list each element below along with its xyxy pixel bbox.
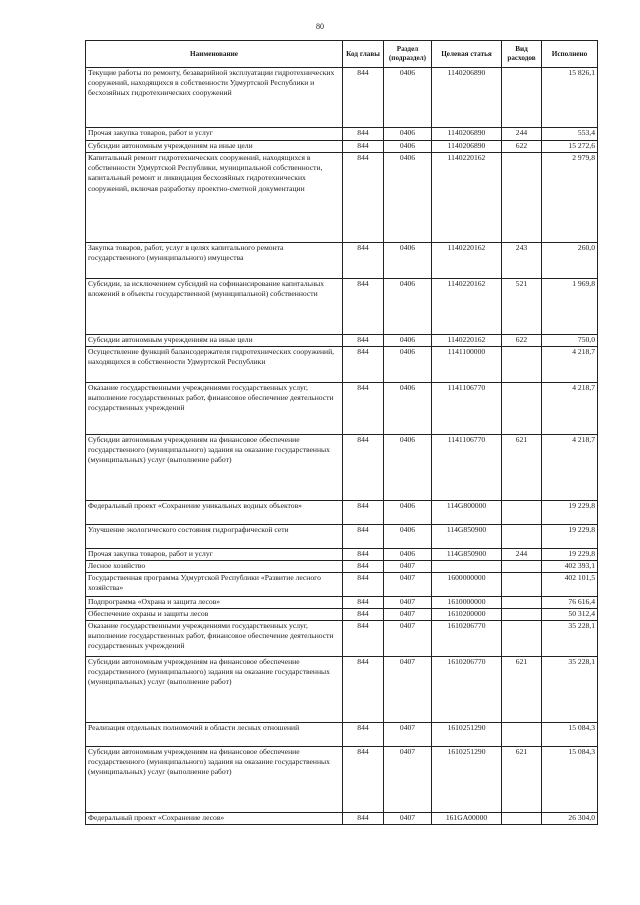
cell-executed: 4 218,7 (542, 347, 598, 383)
table-row (86, 68, 598, 128)
cell-section: 0406 (384, 128, 432, 141)
table-row (86, 609, 598, 621)
cell-section: 0407 (384, 657, 432, 723)
table-row (86, 561, 598, 573)
cell-section: 0407 (384, 597, 432, 609)
cell-name: Субсидии автономным учреждениям на иные цели (86, 335, 343, 347)
cell-section: 0406 (384, 525, 432, 549)
table-row (86, 383, 598, 435)
cell-name: Федеральный проект «Сохранение лесов» (86, 813, 343, 825)
table-row (86, 501, 598, 525)
cell-kind (502, 621, 542, 657)
cell-executed: 35 228,1 (542, 657, 598, 723)
header-executed: Исполнено (542, 41, 598, 68)
table-header-row (86, 41, 598, 68)
cell-name: Субсидии автономным учреждениям на иные цели (86, 141, 343, 153)
table-row (86, 525, 598, 549)
cell-code: 844 (343, 747, 384, 813)
table-row (86, 549, 598, 561)
cell-kind: 622 (502, 335, 542, 347)
cell-code: 844 (343, 621, 384, 657)
cell-kind (502, 153, 542, 243)
cell-article: 1140220162 (432, 335, 502, 347)
cell-kind: 621 (502, 657, 542, 723)
cell-kind (502, 561, 542, 573)
cell-kind: 244 (502, 128, 542, 141)
cell-executed: 260,0 (542, 243, 598, 279)
cell-name: Обеспечение охраны и защиты лесов (86, 609, 343, 621)
cell-executed: 4 218,7 (542, 435, 598, 501)
cell-kind: 621 (502, 747, 542, 813)
cell-name: Оказание государственными учреждениями государственных услуг, выполнение государственных работ, финансовое обеспечение деятельности государственных учреждений (86, 621, 343, 657)
cell-code: 844 (343, 573, 384, 597)
cell-name: Федеральный проект «Сохранение уникальных водных объектов» (86, 501, 343, 525)
table-row (86, 573, 598, 597)
table-row (86, 335, 598, 347)
cell-executed: 19 229,8 (542, 501, 598, 525)
cell-executed: 1 969,8 (542, 279, 598, 335)
table-row (86, 657, 598, 723)
cell-section: 0406 (384, 383, 432, 435)
cell-article: 1610206770 (432, 621, 502, 657)
cell-kind: 243 (502, 243, 542, 279)
cell-name: Субсидии, за исключением субсидий на софинансирование капитальных вложений в объекты государственной (муниципальной) собственности (86, 279, 343, 335)
cell-article: 1141100000 (432, 347, 502, 383)
cell-executed: 553,4 (542, 128, 598, 141)
cell-kind (502, 609, 542, 621)
cell-code: 844 (343, 813, 384, 825)
table-row (86, 813, 598, 825)
cell-code: 844 (343, 335, 384, 347)
cell-kind: 622 (502, 141, 542, 153)
header-article: Целевая статья (432, 41, 502, 68)
cell-code: 844 (343, 549, 384, 561)
cell-code: 844 (343, 383, 384, 435)
cell-kind: 244 (502, 549, 542, 561)
cell-section: 0407 (384, 723, 432, 747)
cell-executed: 4 218,7 (542, 383, 598, 435)
cell-article: 1610251290 (432, 723, 502, 747)
cell-name: Субсидии автономным учреждениям на финансовое обеспечение государственного (муниципального) задания на оказание государственных (муниципальных) услуг (выполнение работ) (86, 747, 343, 813)
cell-section: 0406 (384, 347, 432, 383)
cell-executed: 402 101,5 (542, 573, 598, 597)
cell-code: 844 (343, 279, 384, 335)
cell-name: Закупка товаров, работ, услуг в целях капитального ремонта государственного (муниципального) имущества (86, 243, 343, 279)
cell-name: Субсидии автономным учреждениям на финансовое обеспечение государственного (муниципального) задания на оказание государственных (муниципальных) услуг (выполнение работ) (86, 435, 343, 501)
cell-name: Улучшение экологического состояния гидрографической сети (86, 525, 343, 549)
cell-kind (502, 813, 542, 825)
cell-section: 0406 (384, 68, 432, 128)
cell-kind (502, 347, 542, 383)
cell-name: Текущие работы по ремонту, безаварийной эксплуатации гидротехнических сооружений, находящихся в собственности Удмуртской Республики и бесхозяйных гидротехнических сооружений (86, 68, 343, 128)
table-row (86, 747, 598, 813)
cell-code: 844 (343, 723, 384, 747)
cell-code: 844 (343, 501, 384, 525)
cell-section: 0406 (384, 141, 432, 153)
cell-article: 1140220162 (432, 279, 502, 335)
cell-article: 114G850900 (432, 549, 502, 561)
table-row (86, 141, 598, 153)
cell-kind (502, 383, 542, 435)
cell-name: Оказание государственными учреждениями государственных услуг, выполнение государственных работ, финансовое обеспечение деятельности государственных учреждений (86, 383, 343, 435)
cell-name: Реализация отдельных полномочий в области лесных отношений (86, 723, 343, 747)
cell-article: 1610200000 (432, 609, 502, 621)
cell-section: 0406 (384, 335, 432, 347)
cell-executed: 76 616,4 (542, 597, 598, 609)
cell-kind (502, 68, 542, 128)
cell-section: 0407 (384, 621, 432, 657)
cell-article: 1140220162 (432, 153, 502, 243)
cell-name: Лесное хозяйство (86, 561, 343, 573)
cell-section: 0407 (384, 747, 432, 813)
cell-article (432, 561, 502, 573)
cell-article: 1610000000 (432, 597, 502, 609)
table-row (86, 347, 598, 383)
cell-executed: 19 229,8 (542, 525, 598, 549)
budget-table (85, 40, 598, 825)
cell-executed: 19 229,8 (542, 549, 598, 561)
cell-kind (502, 597, 542, 609)
cell-article: 1140206890 (432, 128, 502, 141)
cell-name: Государственная программа Удмуртской Республики «Развитие лесного хозяйства» (86, 573, 343, 597)
cell-kind: 621 (502, 435, 542, 501)
cell-article: 1610251290 (432, 747, 502, 813)
cell-section: 0407 (384, 573, 432, 597)
cell-kind (502, 573, 542, 597)
cell-kind (502, 525, 542, 549)
cell-executed: 2 979,8 (542, 153, 598, 243)
cell-name: Капитальный ремонт гидротехнических сооружений, находящихся в собственности Удмуртской Республики, муниципальной собственности, капитальный ремонт и ликвидация бесхозяйных гидротехнических сооружений, включая разработку проектно-сметной документации (86, 153, 343, 243)
cell-code: 844 (343, 561, 384, 573)
cell-code: 844 (343, 597, 384, 609)
cell-article: 161GA00000 (432, 813, 502, 825)
cell-section: 0406 (384, 435, 432, 501)
cell-code: 844 (343, 435, 384, 501)
cell-kind (502, 501, 542, 525)
cell-code: 844 (343, 243, 384, 279)
table-row (86, 128, 598, 141)
cell-name: Подпрограмма «Охрана и защита лесов» (86, 597, 343, 609)
cell-name: Прочая закупка товаров, работ и услуг (86, 549, 343, 561)
table-row (86, 153, 598, 243)
cell-section: 0407 (384, 609, 432, 621)
cell-executed: 15 084,3 (542, 747, 598, 813)
table-row (86, 243, 598, 279)
table-row (86, 621, 598, 657)
header-kind: Вид расходов (502, 41, 542, 68)
cell-article: 1140206890 (432, 141, 502, 153)
cell-article: 1140220162 (432, 243, 502, 279)
cell-executed: 15 084,3 (542, 723, 598, 747)
cell-article: 1610206770 (432, 657, 502, 723)
cell-code: 844 (343, 657, 384, 723)
header-name: Наименование (86, 41, 343, 68)
header-section: Раздел (подраздел) (384, 41, 432, 68)
cell-code: 844 (343, 141, 384, 153)
cell-executed: 15 272,6 (542, 141, 598, 153)
cell-executed: 26 304,0 (542, 813, 598, 825)
cell-section: 0406 (384, 279, 432, 335)
header-code: Код главы (343, 41, 384, 68)
cell-code: 844 (343, 128, 384, 141)
cell-executed: 50 312,4 (542, 609, 598, 621)
cell-name: Субсидии автономным учреждениям на финансовое обеспечение государственного (муниципального) задания на оказание государственных (муниципальных) услуг (выполнение работ) (86, 657, 343, 723)
cell-kind: 521 (502, 279, 542, 335)
table-row (86, 597, 598, 609)
cell-article: 1141106770 (432, 383, 502, 435)
table-row (86, 723, 598, 747)
cell-name: Осуществление функций балансодержателя гидротехнических сооружений, находящихся в собственности Удмуртской Республики (86, 347, 343, 383)
table-row (86, 279, 598, 335)
cell-article: 114G800000 (432, 501, 502, 525)
cell-code: 844 (343, 609, 384, 621)
cell-section: 0406 (384, 501, 432, 525)
cell-kind (502, 723, 542, 747)
cell-executed: 402 393,1 (542, 561, 598, 573)
cell-section: 0406 (384, 243, 432, 279)
cell-article: 1141106770 (432, 435, 502, 501)
cell-section: 0406 (384, 549, 432, 561)
cell-code: 844 (343, 347, 384, 383)
cell-article: 1140206890 (432, 68, 502, 128)
cell-section: 0407 (384, 813, 432, 825)
page-number: 80 (316, 22, 324, 31)
cell-executed: 750,0 (542, 335, 598, 347)
cell-code: 844 (343, 525, 384, 549)
cell-executed: 35 228,1 (542, 621, 598, 657)
table-row (86, 435, 598, 501)
cell-article: 114G850900 (432, 525, 502, 549)
cell-name: Прочая закупка товаров, работ и услуг (86, 128, 343, 141)
cell-executed: 15 826,1 (542, 68, 598, 128)
cell-article: 1600000000 (432, 573, 502, 597)
cell-section: 0407 (384, 561, 432, 573)
cell-code: 844 (343, 68, 384, 128)
cell-section: 0406 (384, 153, 432, 243)
cell-code: 844 (343, 153, 384, 243)
